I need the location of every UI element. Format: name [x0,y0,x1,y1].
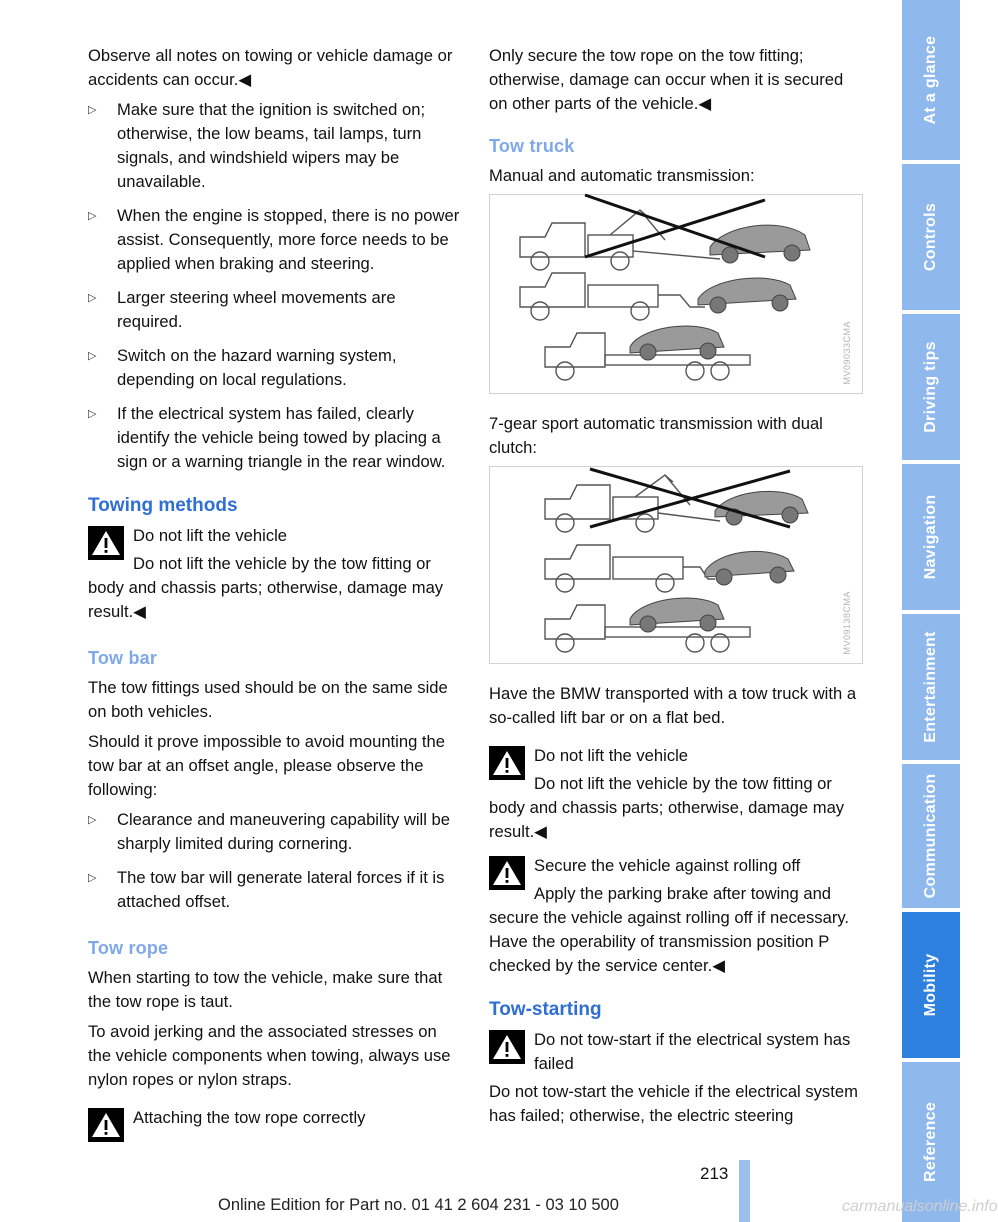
tab-reference[interactable]: Reference [902,1062,960,1222]
figure-code: MV09033CMA [842,321,852,385]
right-column [489,44,863,1134]
bullet-triangle-icon: ▷ [88,814,97,826]
tab-mobility[interactable]: Mobility [902,912,960,1058]
warning-rolling-off [489,854,863,930]
warning-no-lift-2 [489,744,863,844]
tow-truck-figure-dct [489,466,863,664]
left-column [88,44,462,1134]
footer-text: Online Edition for Part no. 01 41 2 604 231 - 03 10 500 [218,1196,619,1214]
tow-bar-bullet-list [88,808,462,914]
tow-rope-heading: Tow rope [88,938,169,958]
list-item: ▷ The tow bar will generate lateral forces if it is attached offset. [88,868,445,911]
warning-body: Apply the parking brake after towing and secure the vehicle against rolling off if necessary. [489,884,850,927]
tab-driving-tips[interactable]: Driving tips [902,314,960,460]
tab-at-a-glance[interactable]: At a glance [902,0,960,160]
warning-title: Do not lift the vehicle [534,746,689,765]
warning-title: Do not tow-start if the electrical system has failed [534,1030,851,1073]
list-item: ▷ Clearance and maneuvering capability will be sharply limited during cornering. [88,810,450,853]
bullet-triangle-icon: ▷ [88,104,97,116]
tow-starting-heading: Tow-starting [489,999,602,1020]
warning-triangle-icon [489,856,525,890]
tow-bar-heading: Tow bar [88,648,158,668]
warning-title: Attaching the tow rope correctly [133,1108,366,1127]
warning-tow-rope [88,1106,462,1130]
bullet-triangle-icon: ▷ [88,408,97,420]
bullet-triangle-icon: ▷ [88,350,97,362]
tow-rope-paragraph: To avoid jerking and the associated stresses on the vehicle components when towing, always use nylon ropes or nylon straps. [88,1022,451,1089]
warning-triangle-icon [489,1030,525,1064]
tow-truck-illustration [490,467,862,663]
warning-triangle-icon [489,746,525,780]
figure-code: MV09138CMA [842,591,852,655]
continuation-text: Only secure the tow rope on the tow fitting; otherwise, damage can occur when it is secured on other parts of the vehicle.◀ [489,46,844,113]
tow-bar-paragraph: The tow fittings used should be on the same side on both vehicles. [88,678,448,721]
warning-title: Secure the vehicle against rolling off [534,856,801,875]
warning-no-lift [88,524,462,624]
tow-rope-paragraph: When starting to tow the vehicle, make sure that the tow rope is taut. [88,968,443,1011]
bullet-triangle-icon: ▷ [88,872,97,884]
intro-text: Observe all notes on towing or vehicle damage or accidents can occur.◀ [88,46,453,89]
tow-bar-paragraph: Should it prove impossible to avoid mounting the tow bar at an offset angle, please observe the following: [88,732,445,799]
service-paragraph: Have the operability of transmission position P checked by the service center.◀ [489,932,830,975]
page-number: 213 [700,1164,729,1183]
warning-tow-start [489,1028,863,1128]
tab-controls[interactable]: Controls [902,164,960,310]
warning-body: Do not tow-start the vehicle if the electrical system has failed; otherwise, the electric steering [489,1082,858,1125]
tab-entertainment[interactable]: Entertainment [902,614,960,760]
warning-title: Do not lift the vehicle [133,526,288,545]
tow-truck-illustration [490,195,862,393]
list-item: ▷ Switch on the hazard warning system, depending on local regulations. [88,346,397,389]
list-item: ▷ Make sure that the ignition is switched on; otherwise, the low beams, tail lamps, turn signals, and windshield wipers may be unavailable. [88,100,426,191]
warning-body: Do not lift the vehicle by the tow fitting or body and chassis parts; otherwise, damage may result.◀ [88,554,444,621]
warning-triangle-icon [88,526,124,560]
manual-transmission-label: Manual and automatic transmission: [489,166,755,185]
list-item: ▷ If the electrical system has failed, clearly identify the vehicle being towed by placing a sign or a warning triangle in the rear window. [88,404,446,471]
tow-truck-figure-manual [489,194,863,394]
page-number-bar [739,1160,750,1222]
list-item: ▷ When the engine is stopped, there is no power assist. Consequently, more force needs to be applied when braking and steering. [88,206,460,273]
warning-body: Do not lift the vehicle by the tow fitting or body and chassis parts; otherwise, damage may result.◀ [489,774,845,841]
transport-paragraph: Have the BMW transported with a tow truck with a so-called lift bar or on a flat bed. [489,684,857,727]
bullet-triangle-icon: ▷ [88,210,97,222]
section-tab-sidebar [902,0,960,1222]
bullet-triangle-icon: ▷ [88,292,97,304]
warning-triangle-icon [88,1108,124,1142]
tow-truck-heading: Tow truck [489,136,575,156]
dct-transmission-label: 7-gear sport automatic transmission with dual clutch: [489,414,823,457]
list-item: ▷ Larger steering wheel movements are required. [88,288,396,331]
watermark: carmanualsonline.info [842,1198,998,1215]
ignition-bullet-list [88,98,462,474]
tab-navigation[interactable]: Navigation [902,464,960,610]
towing-methods-heading: Towing methods [88,495,238,516]
tab-communication[interactable]: Communication [902,764,960,908]
